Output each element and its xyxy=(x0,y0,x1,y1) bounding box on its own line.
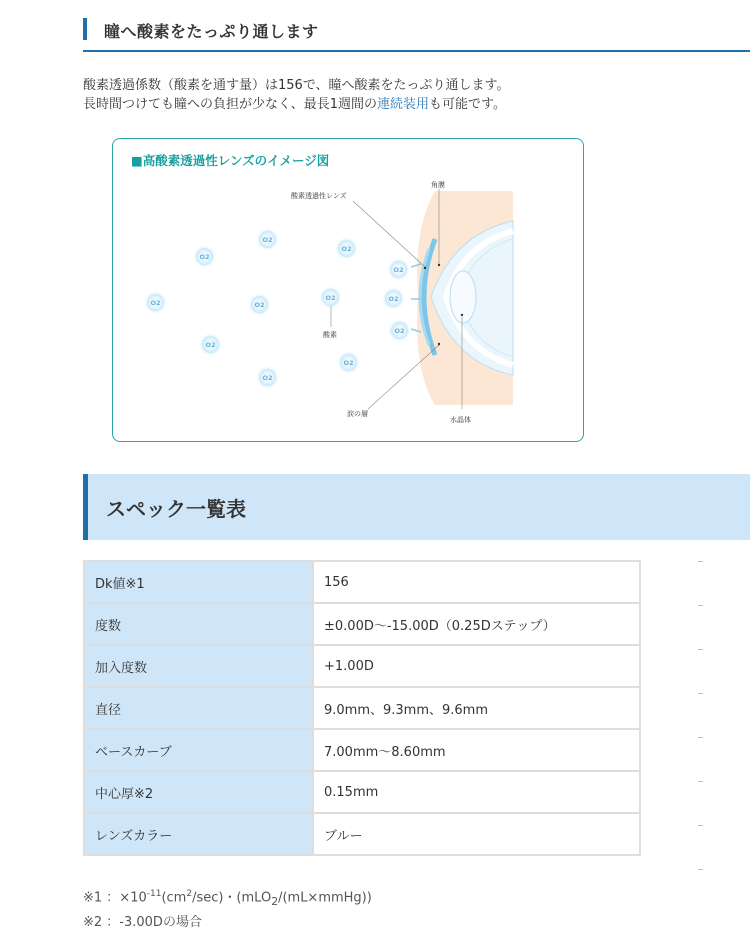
spec-table xyxy=(83,560,641,856)
o2-molecule: O2 xyxy=(147,294,164,311)
section-header xyxy=(83,14,750,52)
footnote-2: ※2 ：-3.00Dの場合 xyxy=(83,914,202,930)
label-oxygen-permeable-lens: 酸素透過性レンズ xyxy=(291,192,347,200)
spec-accent-bar xyxy=(83,474,88,540)
spec-key: 加入度数 xyxy=(84,645,313,687)
scroll-tick xyxy=(698,605,703,606)
scroll-tick xyxy=(698,869,703,870)
table-row xyxy=(84,687,640,729)
o2-molecule: O2 xyxy=(340,354,357,371)
o2-molecule: O2 xyxy=(259,369,276,386)
table-row xyxy=(84,645,640,687)
description xyxy=(83,76,723,114)
o2-molecule: O2 xyxy=(259,231,276,248)
footnote-1 xyxy=(83,884,372,912)
table-row xyxy=(84,603,640,645)
spec-key: 直径 xyxy=(84,687,313,729)
spec-value: ±0.00D〜-15.00D（0.25Dステップ） xyxy=(313,603,640,645)
spec-value: 7.00mm〜8.60mm xyxy=(313,729,640,771)
footnote-1-end: /(mL×mmHg)) xyxy=(278,890,372,906)
table-row xyxy=(84,813,640,855)
spec-value: 156 xyxy=(313,561,640,603)
footnote-1-exponent: -11 xyxy=(146,889,162,899)
table-row xyxy=(84,771,640,813)
o2-molecule: O2 xyxy=(338,240,355,257)
scroll-tick xyxy=(698,737,703,738)
section-title: 瞳へ酸素をたっぷり通します xyxy=(104,22,319,41)
label-tear-layer: 涙の層 xyxy=(347,410,368,418)
eye-illustration xyxy=(113,139,585,443)
description-text: 長時間つけても瞳への負担が少なく、最長1週間の xyxy=(83,97,378,112)
lens-image-diagram xyxy=(112,138,584,442)
spec-value: +1.00D xyxy=(313,645,640,687)
o2-molecule: O2 xyxy=(202,336,219,353)
footnote-1-unit2: /sec)・(mLO xyxy=(192,890,272,906)
o2-molecule: O2 xyxy=(385,290,402,307)
spec-key: ベースカーブ xyxy=(84,729,313,771)
scroll-tick xyxy=(698,693,703,694)
spec-key: Dk値※1 xyxy=(84,561,313,603)
table-row xyxy=(84,561,640,603)
scroll-tick xyxy=(698,561,703,562)
spec-value: ブルー xyxy=(313,813,640,855)
o2-molecule: O2 xyxy=(251,296,268,313)
footnote-1-subscript: 2 xyxy=(271,894,279,908)
o2-molecule: O2 xyxy=(196,248,213,265)
spec-key: 中心厚※2 xyxy=(84,771,313,813)
footnote-1-unit: (cm xyxy=(161,890,187,906)
o2-molecule: O2 xyxy=(322,289,339,306)
footnote-1-square: 2 xyxy=(186,889,193,899)
table-row xyxy=(84,729,640,771)
label-oxygen: 酸素 xyxy=(323,331,337,339)
diagram-title: ■高酸素透過性レンズのイメージ図 xyxy=(131,153,330,168)
spec-key: レンズカラー xyxy=(84,813,313,855)
label-crystalline-lens: 水晶体 xyxy=(450,416,471,424)
o2-molecule: O2 xyxy=(390,261,407,278)
description-line-2 xyxy=(83,95,723,114)
spec-header xyxy=(83,474,750,540)
label-cornea: 角膜 xyxy=(431,181,445,189)
spec-key: 度数 xyxy=(84,603,313,645)
o2-molecule: O2 xyxy=(391,322,408,339)
continuous-wear-link[interactable]: 連続装用 xyxy=(377,97,430,112)
scroll-tick xyxy=(698,781,703,782)
spec-value: 0.15mm xyxy=(313,771,640,813)
description-text-end: も可能です。 xyxy=(429,97,506,112)
scroll-tick xyxy=(698,649,703,650)
footnote-1-prefix: ※1 ：×10 xyxy=(83,890,147,906)
footnotes xyxy=(83,884,372,933)
spec-value: 9.0mm、9.3mm、9.6mm xyxy=(313,687,640,729)
description-line-1: 酸素透過係数（酸素を通す量）は156で、瞳へ酸素をたっぷり通します。 xyxy=(83,78,510,93)
scroll-tick xyxy=(698,825,703,826)
spec-title: スペック一覧表 xyxy=(106,497,246,521)
section-accent-bar xyxy=(83,18,87,40)
